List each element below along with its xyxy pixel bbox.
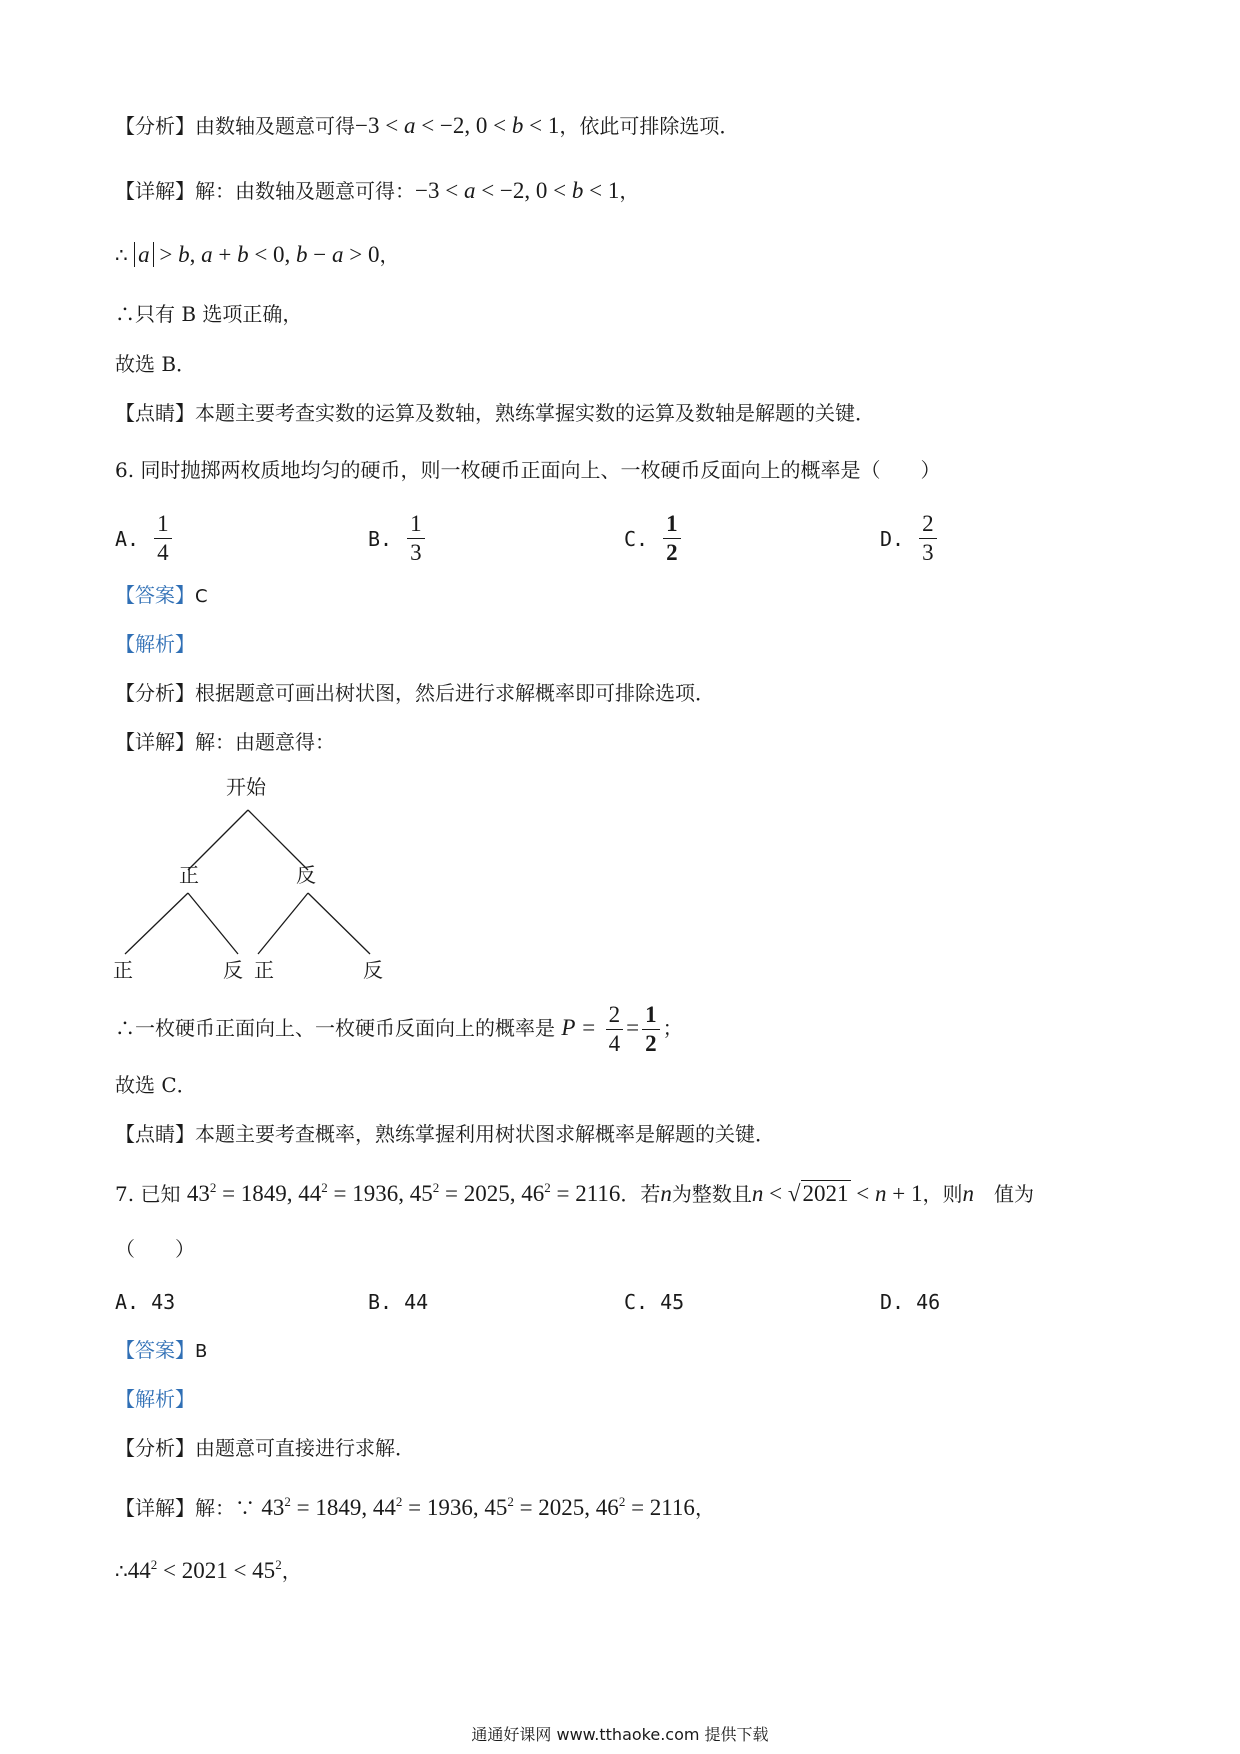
q5-therefore-line-1	[115, 241, 400, 269]
tree-edge-left-left	[125, 893, 188, 954]
q5-analysis-line	[115, 112, 739, 140]
therefore-symbol: ∴	[115, 1559, 128, 1583]
question-mid: ．若	[620, 1182, 661, 1206]
q6-answer-line	[115, 583, 208, 608]
q7-question-line	[115, 1180, 1034, 1208]
therefore-tail: ，	[281, 1559, 302, 1583]
tree-node-left: 正	[179, 863, 199, 887]
answer-value: C	[195, 586, 208, 607]
comment-tag: 【点睛】	[115, 401, 195, 425]
therefore-tail: ，	[379, 243, 400, 267]
tree-node-right: 反	[296, 863, 316, 887]
question-inequality: n < √2021 < n + 1	[751, 1181, 923, 1206]
detail-math: −3 < a < −2, 0 < b < 1	[415, 178, 620, 203]
detail-text: 解：由题意得：	[195, 730, 335, 754]
fraction-2-4: $\frac{2}{4}$	[606, 1003, 624, 1056]
analysis-text: 由数轴及题意可得	[195, 114, 355, 138]
comment-text: 本题主要考查实数的运算及数轴，熟练掌握实数的运算及数轴是解题的关键．	[195, 401, 875, 425]
option-label: B.	[368, 526, 393, 551]
analysis-text: 由题意可直接进行求解．	[195, 1436, 415, 1460]
probability-symbol: P =	[561, 1015, 597, 1041]
q7-answer-line	[115, 1338, 207, 1363]
q7-therefore-line	[115, 1557, 302, 1585]
answer-tag: 【答案】	[115, 583, 195, 607]
question-prefix: 7. 已知	[115, 1182, 181, 1206]
q6-detail-line	[115, 730, 335, 754]
q7-paren: （ ）	[115, 1237, 195, 1261]
tree-leaf-2: 反	[223, 958, 243, 982]
option-label: C.	[624, 526, 649, 551]
variable-n-2: n	[962, 1181, 974, 1206]
therefore-tail: ；	[662, 1016, 683, 1041]
tree-edge-root-right	[248, 810, 308, 870]
analysis-tail: ，依此可排除选项．	[559, 114, 740, 138]
absolute-value-a: a	[134, 242, 154, 267]
option-fraction: $\frac{2}{3}$	[919, 512, 937, 565]
q6-analysis-line	[115, 681, 715, 705]
option-label: D.	[880, 526, 905, 551]
answer-value: B	[195, 1341, 208, 1362]
option-label: A.	[115, 526, 140, 551]
tree-leaf-4: 反	[363, 958, 383, 982]
q7-analysis-line	[115, 1436, 415, 1460]
comment-text: 本题主要考查概率，熟练掌握利用树状图求解概率是解题的关键．	[195, 1122, 775, 1146]
q6-question: 6. 同时抛掷两枚质地均匀的硬币，则一枚硬币正面向上、一枚硬币反面向上的概率是（ ）	[115, 458, 941, 482]
variable-n: n	[660, 1181, 672, 1206]
therefore-symbol: ∴	[115, 243, 128, 267]
q7-detail-line	[115, 1494, 715, 1522]
therefore-text: ∴一枚硬币正面向上、一枚硬币反面向上的概率是	[115, 1016, 555, 1041]
q6-option-c	[624, 512, 684, 565]
q6-therefore-line	[115, 1003, 683, 1056]
analysis-text: 根据题意可画出树状图，然后进行求解概率即可排除选项．	[195, 681, 715, 705]
detail-text: 解：由数轴及题意可得：	[195, 179, 415, 203]
detail-tag: 【详解】	[115, 179, 195, 203]
detail-tail: ，	[619, 179, 640, 203]
tree-leaf-3: 正	[254, 958, 274, 982]
tree-edge-root-left	[188, 810, 248, 870]
question-end: ，则	[922, 1182, 963, 1206]
probability-tree-diagram	[110, 770, 410, 985]
q6-comment-line	[115, 1122, 775, 1146]
question-squares: $43^2 = 1849$, $44^2 = 1936$, $45^2 = 2025$, $46^2 = 2116$	[186, 1180, 621, 1206]
q6-option-d	[880, 512, 940, 565]
comment-tag: 【点睛】	[115, 1122, 195, 1146]
detail-squares: $43^2 = 1849$, $44^2 = 1936$, $45^2 = 2025$, $46^2 = 2116$	[261, 1494, 695, 1520]
detail-text: 解：∵	[195, 1496, 255, 1520]
tree-root: 开始	[226, 775, 266, 799]
detail-tag: 【详解】	[115, 730, 195, 754]
answer-tag: 【答案】	[115, 1338, 195, 1362]
analysis-tag: 【分析】	[115, 114, 195, 138]
analysis-tag: 【分析】	[115, 1436, 195, 1460]
option-fraction: $\frac{1}{4}$	[154, 512, 172, 565]
tree-leaf-1: 正	[113, 958, 133, 982]
q6-option-b	[368, 512, 428, 565]
question-mid2: 为整数且	[671, 1182, 752, 1206]
tree-edge-left-right	[188, 893, 238, 954]
detail-tag: 【详解】	[115, 1496, 195, 1520]
q7-solution-tag: 【解析】	[115, 1387, 195, 1411]
option-fraction: $\frac{1}{2}$	[663, 512, 681, 565]
analysis-tag: 【分析】	[115, 681, 195, 705]
page-footer: 通通好课网 www.tthaoke.com 提供下载	[471, 1725, 769, 1744]
q7-option-b: B. 44	[368, 1290, 429, 1314]
q5-therefore-line-2: ∴只有 B 选项正确，	[115, 302, 303, 326]
q6-option-a	[115, 512, 175, 565]
tree-edge-right-right	[308, 893, 370, 954]
detail-tail: ，	[694, 1496, 715, 1520]
option-fraction: $\frac{1}{3}$	[407, 512, 425, 565]
tree-edge-right-left	[258, 893, 308, 954]
q6-choose: 故选 C．	[115, 1073, 197, 1097]
q5-detail-line	[115, 177, 639, 205]
analysis-math: −3 < a < −2, 0 < b < 1	[355, 113, 560, 138]
fraction-1-2: $\frac{1}{2}$	[642, 1003, 660, 1056]
q7-option-c: C. 45	[624, 1290, 685, 1314]
q5-choose: 故选 B．	[115, 352, 197, 376]
q7-option-a: A. 43	[115, 1290, 176, 1314]
q7-option-d: D. 46	[880, 1290, 941, 1314]
question-tail: 值为	[973, 1182, 1034, 1206]
therefore-math: a > b, a + b < 0, b − a > 0	[134, 242, 379, 267]
therefore-math: $44^2 < 2021 < 45^2$	[127, 1557, 282, 1583]
q5-comment-line	[115, 401, 875, 425]
equals: =	[626, 1015, 640, 1041]
q6-solution-tag: 【解析】	[115, 632, 195, 656]
